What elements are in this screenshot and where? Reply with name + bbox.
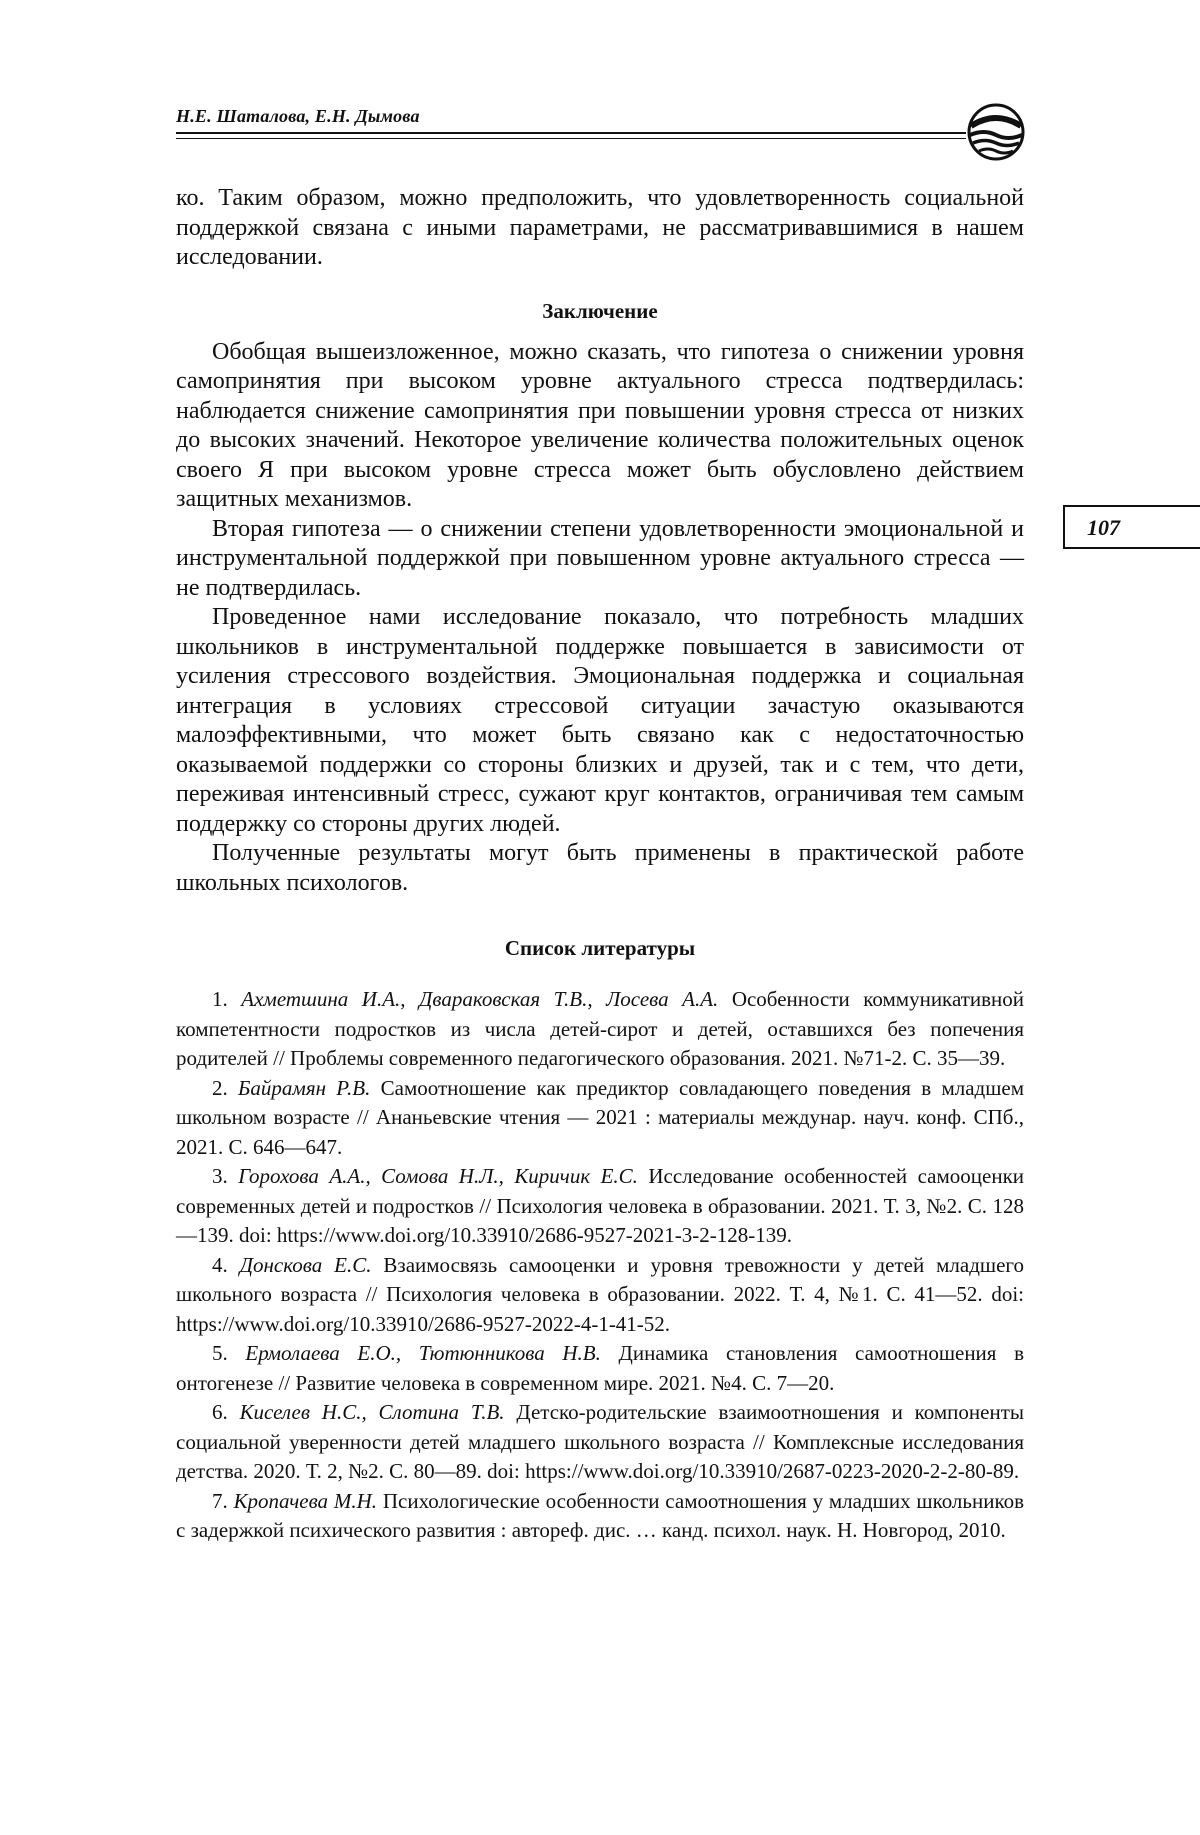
reference-text: Динамика становления самоотношения в онтогенезе // Развитие человека в современном мире. 2021. №4. С. 7—20. [176, 1341, 1024, 1395]
reference-authors: Байрамян Р.В. [238, 1075, 371, 1100]
reference-number: 1. [212, 987, 228, 1011]
reference-number: 4. [212, 1252, 228, 1277]
reference-authors: Горохова А.А., Сомова Н.Л., Киричик Е.С. [238, 1164, 638, 1188]
reference-item [176, 985, 1024, 1074]
conclusion-heading: Заключение [542, 298, 658, 323]
page-number: 107 [1087, 515, 1120, 540]
header-authors: Н.Е. Шаталова, Е.Н. Дымова [176, 106, 420, 126]
reference-number: 5. [212, 1341, 228, 1365]
reference-number: 7. [212, 1488, 228, 1513]
reference-text: Детско-родительские взаимоотношения и компоненты социальной уверенности детей младшего школьного возраста // Комплексные исследования детства. 2020. Т. 2, №2. С. 80—89. doi: https://www.doi.org/10.33910/2687-0223-2020-2-2-80-89. [176, 1400, 1025, 1483]
references-heading: Список литературы [504, 936, 696, 960]
reference-text: Психологические особенности самоотношения у младших школьников с задержкой психического развития : автореф. дис. … канд. психол. наук. Н. Новгород, 2010. [176, 1488, 1025, 1542]
conclusion-paragraph: Проведенное нами исследование показало, что потребность младших школьников в инструментальной поддержке повышается в зависимости от усиления стрессового воздействия. Эмоциональная поддержка и социальная интеграция в условиях стрессовой ситуации зачастую оказываются малоэффективными, что может быть связано как с недостаточностью оказываемой поддержки со стороны близких и друзей, так и с тем, что дети, переживая интенсивный стресс, сужают круг контактов, ограничивая тем самым поддержку со стороны других людей. [176, 604, 1024, 837]
reference-text: Исследование особенностей самооценки современных детей и подростков // Психология человека в образовании. 2021. Т. 3, №2. С. 128—139. doi: https://www.doi.org/10.33910/2686-9527-2021-3-2-128-139. [176, 1164, 1025, 1247]
reference-number: 6. [212, 1400, 228, 1424]
conclusion-paragraph: Обобщая вышеизложенное, можно сказать, что гипотеза о снижении уровня самопринятия при высоком уровне актуального стресса подтвердилась: наблюдается снижение самопринятия при повышении уровня стресса от низких до высоких значений. Некоторое увеличение количества положительных оценок своего Я при высоком уровне стресса может быть обусловлено действием защитных механизмов. [176, 338, 1024, 512]
reference-item [176, 1398, 1024, 1487]
journal-wave-logo-icon [966, 102, 1026, 162]
reference-number: 3. [212, 1164, 228, 1188]
reference-number: 2. [212, 1075, 228, 1100]
reference-authors: Киселев Н.С., Слотина Т.В. [239, 1400, 505, 1424]
page-number-box [1063, 505, 1200, 549]
reference-authors: Кропачева М.Н. [233, 1488, 378, 1513]
reference-authors: Ахметшина И.А., Дваpаковская Т.В., Лосева А.А. [241, 987, 719, 1011]
header-rule-thin [176, 138, 966, 139]
reference-item [176, 1251, 1024, 1340]
reference-text: Самоотношение как предиктор совладающего поведения в младшем школьном возрасте // Ананьевские чтения — 2021 : материалы междунар. науч. конф. СПб., 2021. С. 646—647. [176, 1075, 1024, 1159]
conclusion-paragraph: Вторая гипотеза — о снижении степени удовлетворенности эмоциональной и инструментальной поддержкой при повышенном уровне актуального стресса — не подтвердилась. [176, 515, 1024, 601]
page-body [176, 184, 1024, 1546]
reference-item [176, 1162, 1024, 1251]
reference-item [176, 1487, 1024, 1546]
intro-paragraph: ко. Таким образом, можно предположить, что удовлетворенность социальной поддержкой связана с иными параметрами, не рассматривавшимися в нашем исследовании. [176, 185, 1024, 270]
reference-text: Взаимосвязь самооценки и уровня тревожности у детей младшего школьного возраста // Психология человека в образовании. 2022. Т. 4, №1. С. 41—52. doi: https://www.doi.org/10.33910/2686-9527-2022-4-1-41-52. [176, 1252, 1024, 1336]
header-rule-thick [176, 132, 966, 134]
running-header [176, 102, 1024, 146]
reference-item [176, 1074, 1024, 1163]
reference-item [176, 1339, 1024, 1398]
reference-text: Особенности коммуникативной компетентности подростков из числа детей-сирот и детей, оставшихся без попечения родителей // Проблемы современного педагогического образования. 2021. №71-2. С. 35—39. [176, 987, 1025, 1070]
reference-authors: Ермолаева Е.О., Тютюнникова Н.В. [245, 1341, 601, 1365]
reference-authors: Донскова Е.С. [239, 1252, 372, 1277]
conclusion-paragraph: Полученные результаты могут быть применены в практической работе школьных психологов. [176, 840, 1024, 896]
